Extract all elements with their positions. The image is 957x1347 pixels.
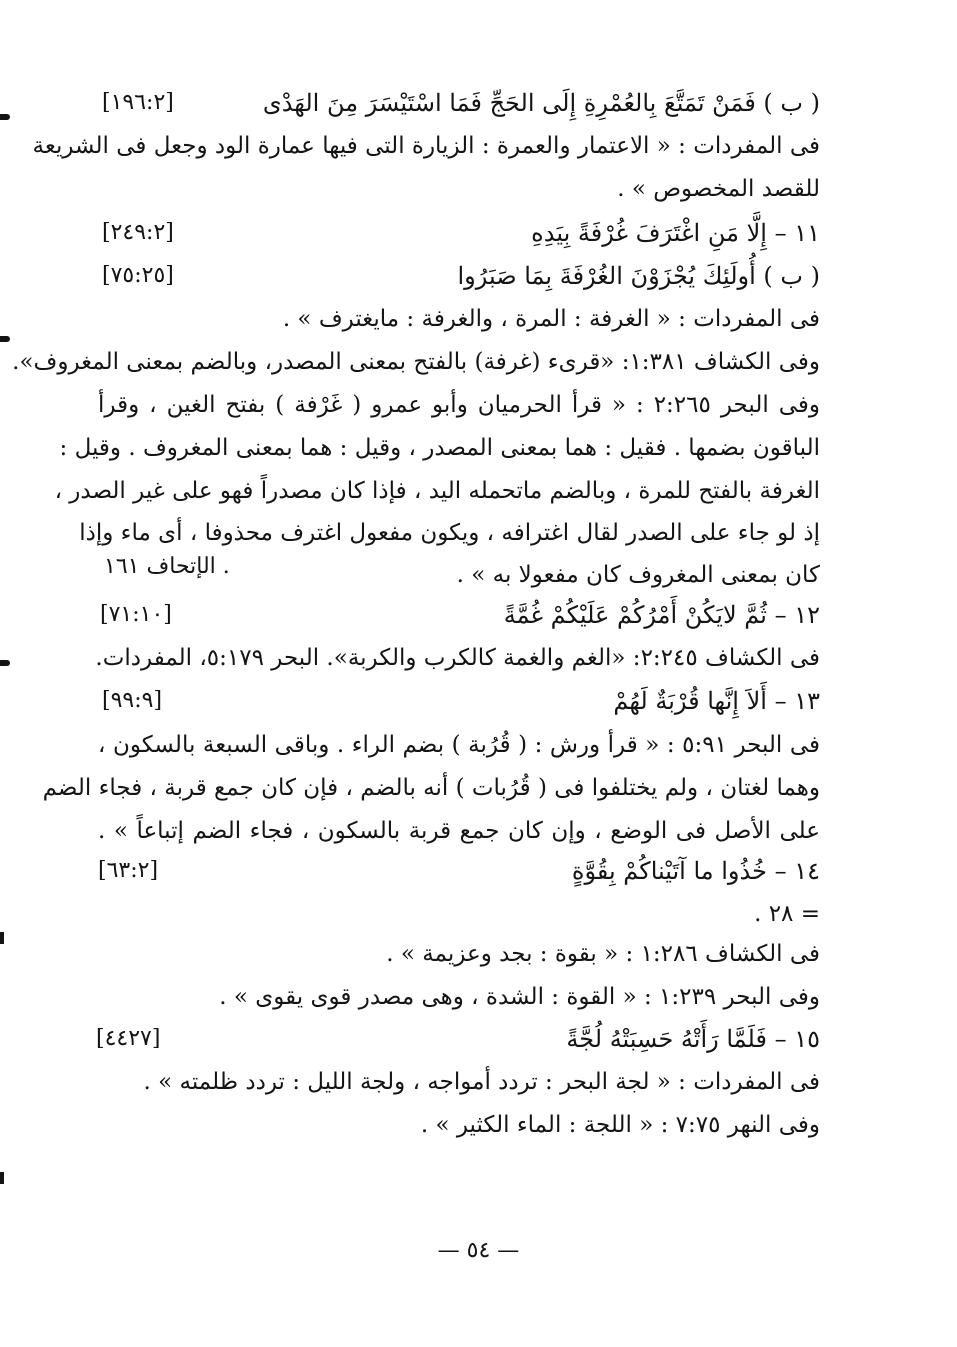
margin-tick — [0, 932, 4, 944]
verse-reference: [٢٤٩:٢] — [102, 220, 174, 245]
verse-line: ١٣ – أَلاَ إِنَّها قُرْبَةٌ لَهُمْ — [613, 687, 820, 715]
text-line: إذ لو جاء على الصدر لقال اغترافه ، ويكون مفعول اغترف محذوفا ، أى ماء وإذا — [79, 520, 820, 546]
text-line: فى الكشاف ١:٢٨٦ : « بقوة : بجد وعزيمة » . — [386, 941, 820, 967]
text-line: فى المفردات : « لجة البحر : تردد أمواجه ، ولجة الليل : تردد ظلمته » . — [143, 1069, 820, 1095]
text-line: على الأصل فى الوضع ، وإن كان جمع قربة بالسكون ، فجاء الضم إتباعاً » . — [98, 818, 820, 844]
text-line: فى المفردات : « الاعتمار والعمرة : الزيارة التى فيها عمارة الود وجعل فى الشريعة — [32, 133, 820, 159]
side-note: الإتحاف ١٦١ . — [104, 554, 230, 579]
verse-line: ١٤ – خُذُوا ما آتَيْناكُمْ بِقُوَّةٍ — [571, 857, 820, 885]
verse-line: ١١ – إِلَّا مَنِ اغْتَرَفَ غُرْفَةً بِيَدِهِ — [531, 219, 820, 247]
margin-tick — [0, 1172, 4, 1184]
text-line: للقصد المخصوص » . — [617, 176, 820, 202]
text-line: وفى البحر ٢:٢٦٥ : « قرأ الحرميان وأبو عمرو ( غَرْفة ) بفتح الغين ، وقرأ — [98, 392, 820, 418]
verse-reference: [٦٣:٢] — [98, 858, 159, 883]
verse-line: ( ب ) فَمَنْ تَمَتَّعَ بِالعُمْرِةِ إِلَى الحَجِّ فَمَا اسْتَيْسَرَ مِنَ الهَدْى — [262, 89, 820, 117]
verse-line: ( ب ) أُولَئِكَ يُجْزَوْنَ الغُرْفَةَ بِمَا صَبَرُوا — [457, 262, 820, 290]
verse-line: ١٥ – فَلَمَّا رَأَتْهُ حَسِبَتْهُ لُجَّةً — [566, 1025, 820, 1053]
page-number: — ٥٤ — — [437, 1238, 520, 1263]
text-line: وفى الكشاف ١:٣٨١: «قرىء (غرفة) بالفتح بمعنى المصدر، وبالضم بمعنى المغروف». — [12, 349, 820, 375]
margin-mark — [0, 336, 10, 342]
verse-reference: [٩٩:٩] — [102, 688, 163, 713]
text-line: الغرفة بالفتح للمرة ، وبالضم ماتحمله اليد ، فإذا كان مصدراً فهو على غير الصدر ، — [54, 478, 820, 504]
text-line: فى المفردات : « الغرفة : المرة ، والغرفة : مايغترف » . — [282, 306, 820, 332]
verse-line: ١٢ – ثُمَّ لايَكُنْ أَمْرُكُمْ عَلَيْكُمْ غُمَّةً — [503, 601, 820, 629]
margin-mark — [0, 114, 10, 120]
text-line: وفى البحر ١:٢٣٩ : « القوة : الشدة ، وهى مصدر قوى يقوى » . — [219, 984, 820, 1010]
text-line: الباقون بضمها . فقيل : هما بمعنى المصدر ، وقيل : هما بمعنى المغروف . وقيل : — [59, 435, 820, 461]
text-line: وهما لغتان ، ولم يختلفوا فى ( قُرُبات ) أنه بالضم ، فإن كان جمع قربة ، فجاء الضم — [42, 775, 820, 801]
verse-reference: [٧٥:٢٥] — [102, 263, 174, 288]
text-line: فى البحر ٥:٩١ : « قرأ ورش : ( قُرُبة ) بضم الراء . وباقى السبعة بالسكون ، — [98, 732, 820, 758]
text-line: وفى النهر ٧:٧٥ : « اللجة : الماء الكثير » . — [420, 1112, 820, 1138]
verse-reference: [٤٤٢٧] — [96, 1026, 161, 1051]
verse-reference: [٧١:١٠] — [100, 602, 172, 627]
verse-reference: [١٩٦:٢] — [102, 90, 174, 115]
text-line: فى الكشاف ٢:٢٤٥: «الغم والغمة كالكرب والكربة». البحر ٥:١٧٩، المفردات. — [95, 645, 820, 671]
text-line: = ٢٨ . — [754, 901, 820, 927]
text-line: كان بمعنى المغروف كان مفعولا به » . — [456, 562, 820, 588]
margin-mark — [0, 660, 10, 666]
